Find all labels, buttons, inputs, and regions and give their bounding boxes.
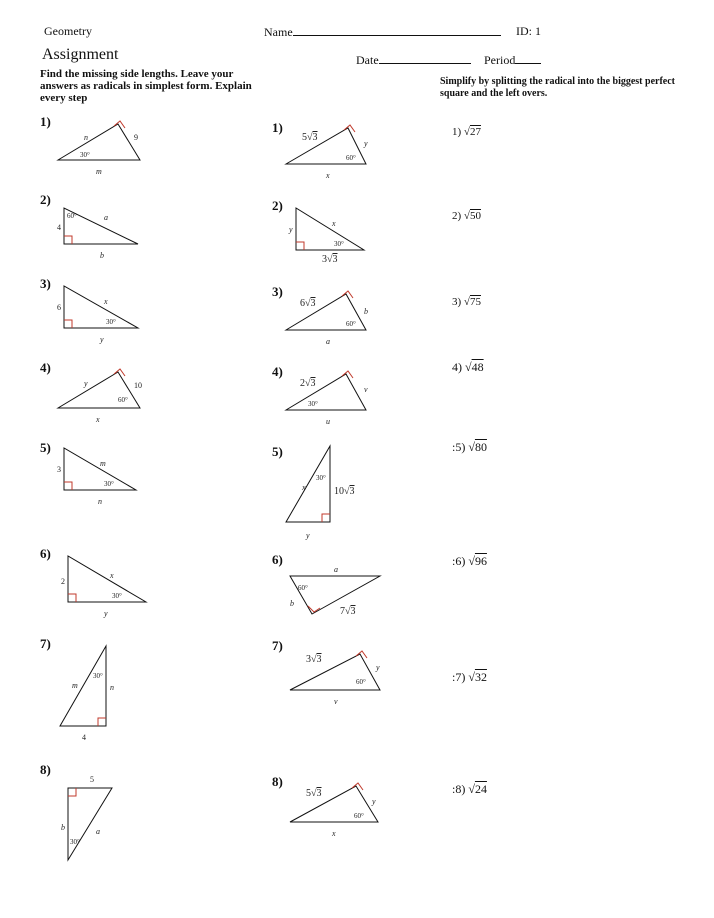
c2-p8-number: 8) — [272, 774, 283, 789]
c1-p7-base-label: 4 — [82, 733, 86, 742]
c1-p6-leg-label: 2 — [61, 577, 65, 586]
c1-p6-triangle — [68, 556, 146, 602]
c1-p7-angle-label: 30° — [93, 672, 103, 680]
c2-p3-base-label: a — [326, 337, 330, 346]
c2-p7-number: 7) — [272, 638, 283, 653]
period-label: Period — [484, 53, 516, 67]
c3-item-1: 1) √27 — [452, 126, 481, 138]
c2-p3-leg-label: b — [364, 307, 368, 316]
c2-p7-triangle — [290, 654, 380, 690]
c1-p8-hyp-label: a — [96, 827, 100, 836]
c1-p3-angle-label: 30° — [106, 318, 116, 326]
c1-p5-base-label: n — [98, 497, 102, 506]
c1-p1-triangle — [58, 124, 140, 160]
c2-p3-number: 3) — [272, 284, 283, 299]
c1-p8-angle-label: 30° — [70, 838, 80, 846]
c1-p2-base-label: b — [100, 251, 104, 260]
page-title: Assignment — [42, 46, 119, 63]
c3-item-5: :5) √80 — [452, 440, 487, 454]
c1-p7-leg-label: n — [110, 683, 114, 692]
c1-p4-angle-label: 60° — [118, 396, 128, 404]
c2-p5-hyp-label: x — [302, 483, 306, 492]
c1-p8-right-angle — [68, 788, 76, 796]
c3-item-2: 2) √50 — [452, 210, 481, 222]
c1-p3-base-label: y — [100, 335, 104, 344]
c1-p1-hyp-label: n — [84, 133, 88, 142]
c3-item-8: :8) √24 — [452, 782, 487, 796]
c2-p6-hyp-label: 7√3 — [340, 606, 356, 617]
c1-p4-side-label: y — [84, 379, 88, 388]
c1-p7-number: 7) — [40, 636, 51, 651]
c1-p1-number: 1) — [40, 114, 51, 129]
c1-p7-triangle — [60, 646, 106, 726]
c1-p6-number: 6) — [40, 546, 51, 561]
c2-p6-angle-label: 60° — [298, 584, 308, 592]
c1-p3-right-angle — [64, 320, 72, 328]
c2-p1-leg-label: y — [364, 139, 368, 148]
c1-p4-leg-label: 10 — [134, 381, 142, 390]
c2-p8-base-label: x — [332, 829, 336, 838]
c1-p5-hyp-label: m — [100, 459, 106, 468]
c2-p2-leg-label: y — [289, 225, 293, 234]
c2-p1-number: 1) — [272, 120, 283, 135]
c2-p4-leg-label: v — [364, 385, 368, 394]
c2-p2-triangle — [296, 208, 364, 250]
c2-p1-hyp-label: 5√3 — [302, 132, 318, 143]
c1-p2-hyp-label: a — [104, 213, 108, 222]
c2-p5-angle-label: 30° — [316, 474, 326, 482]
c1-p1-angle-label: 30° — [80, 151, 90, 159]
c3-item-7: :7) √32 — [452, 670, 487, 684]
c2-p2-base-label: 3√3 — [322, 254, 338, 265]
c2-p8-hyp-label: 5√3 — [306, 788, 322, 799]
c2-p8-angle-label: 60° — [354, 812, 364, 820]
c2-p7-angle-label: 60° — [356, 678, 366, 686]
c1-p4-base-label: x — [96, 415, 100, 424]
c1-p3-triangle — [64, 286, 138, 328]
c1-p8-number: 8) — [40, 762, 51, 777]
c1-p7-hyp-label: m — [72, 681, 78, 690]
c1-p1-base-label: m — [96, 167, 102, 176]
c1-p6-right-angle — [68, 594, 76, 602]
c2-p5-triangle — [286, 446, 330, 522]
c1-p3-number: 3) — [40, 276, 51, 291]
c1-p8-leg-label: b — [61, 823, 65, 832]
date-label: Date — [356, 53, 379, 67]
c1-p5-number: 5) — [40, 440, 51, 455]
c1-p6-hyp-label: x — [110, 571, 114, 580]
c2-p1-angle-label: 60° — [346, 154, 356, 162]
c3-item-4: 4) √48 — [452, 360, 484, 374]
c2-p3-hyp-label: 6√3 — [300, 298, 316, 309]
c2-p1-base-label: x — [326, 171, 330, 180]
instructions-left: Find the missing side lengths. Leave your answers as radicals in simplest form. Explain every step — [40, 68, 252, 104]
c1-p3-hyp-label: x — [104, 297, 108, 306]
c1-p5-right-angle — [64, 482, 72, 490]
c2-p5-base-label: y — [306, 531, 310, 540]
c2-p2-hyp-label: x — [332, 219, 336, 228]
c2-p5-number: 5) — [272, 444, 283, 459]
c2-p2-angle-label: 30° — [334, 240, 344, 248]
c2-p2-right-angle — [296, 242, 304, 250]
name-label: Name — [264, 25, 293, 39]
c1-p7-right-angle — [98, 718, 106, 726]
c2-p6-triangle — [290, 576, 380, 614]
c1-p4-number: 4) — [40, 360, 51, 375]
c1-p2-right-angle — [64, 236, 72, 244]
c3-item-3: 3) √75 — [452, 296, 481, 308]
c2-p5-right-angle — [322, 514, 330, 522]
c1-p1-leg-label: 9 — [134, 133, 138, 142]
c2-p8-leg-label: y — [372, 797, 376, 806]
c2-p4-triangle — [286, 374, 366, 410]
c3-item-6: :6) √96 — [452, 554, 487, 568]
c2-p6-top-label: a — [334, 565, 338, 574]
c2-p4-angle-label: 30° — [308, 400, 318, 408]
id-label: ID: 1 — [516, 24, 541, 38]
c1-p8-top-label: 5 — [90, 775, 94, 784]
c2-p4-hyp-label: 2√3 — [300, 378, 316, 389]
c1-p6-angle-label: 30° — [112, 592, 122, 600]
c2-p3-angle-label: 60° — [346, 320, 356, 328]
c1-p3-leg-label: 6 — [57, 303, 61, 312]
c2-p7-leg-label: y — [376, 663, 380, 672]
c2-p6-leg-label: b — [290, 599, 294, 608]
c2-p6-number: 6) — [272, 552, 283, 567]
c2-p4-base-label: u — [326, 417, 330, 426]
c2-p2-number: 2) — [272, 198, 283, 213]
c1-p2-number: 2) — [40, 192, 51, 207]
c1-p2-leg-label: 4 — [57, 223, 61, 232]
c1-p5-leg-label: 3 — [57, 465, 61, 474]
c2-p8-triangle — [290, 786, 378, 822]
c2-p7-base-label: v — [334, 697, 338, 706]
c2-p4-number: 4) — [272, 364, 283, 379]
c1-p5-angle-label: 30° — [104, 480, 114, 488]
c1-p5-triangle — [64, 448, 136, 490]
c1-p6-base-label: y — [104, 609, 108, 618]
subject-label: Geometry — [44, 24, 92, 38]
c2-p7-hyp-label: 3√3 — [306, 654, 322, 665]
c1-p8-triangle — [68, 788, 112, 860]
c2-p5-leg-label: 10√3 — [334, 486, 355, 497]
c1-p2-angle-label: 60° — [67, 212, 77, 220]
instructions-right: Simplify by splitting the radical into the biggest perfect square and the left overs. — [440, 76, 675, 99]
